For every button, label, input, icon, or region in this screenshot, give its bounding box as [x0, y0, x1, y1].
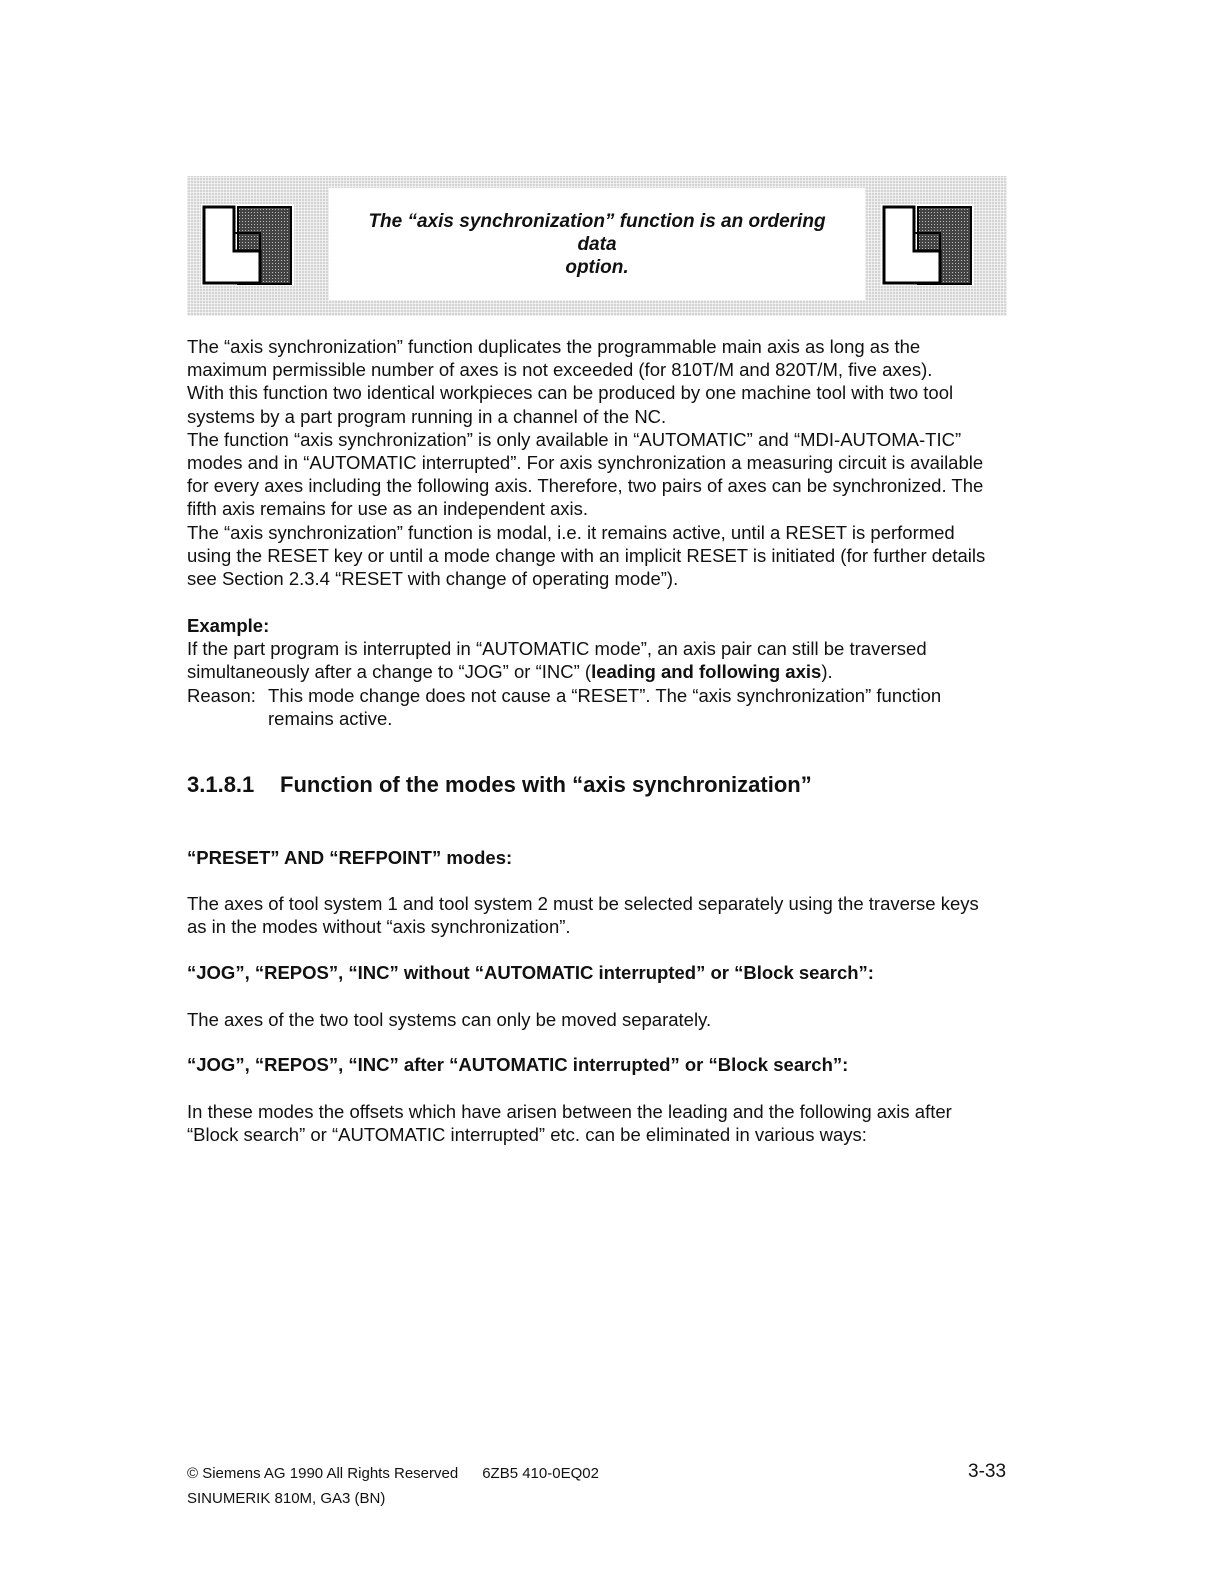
footer-copyright: © Siemens AG 1990 All Rights Reserved: [187, 1465, 459, 1482]
ordering-option-notice: [187, 176, 1007, 316]
section-number: 3.1.8.1: [187, 772, 255, 797]
jog-after-heading: “JOG”, “REPOS”, “INC” after “AUTOMATIC interrupted” or “Block search”:: [187, 1054, 849, 1075]
example-label: Example:: [187, 615, 270, 636]
example-text-end: ).: [821, 661, 833, 683]
footer-order-number: 6ZB5 410-0EQ02: [482, 1465, 599, 1482]
section-heading: [187, 772, 812, 798]
footer-copyright-line: [187, 1465, 599, 1482]
example-text-emphasis: leading and following axis: [591, 661, 822, 683]
intro-paragraph: The “axis synchronization” function is modal, i.e. it remains active, until a RESET is performed using the RESET key or until a mode change with an implicit RESET is initiated (for further details see Section 2.3.4 “RESET with change of operating mode”).: [187, 521, 986, 590]
intro-section: [187, 335, 997, 590]
page-number: 3-33: [968, 1461, 1007, 1482]
notice-text: The “axis synchronization” function is an ordering data option.: [368, 210, 826, 278]
example-text: [187, 637, 997, 683]
intro-paragraph: The “axis synchronization” function duplicates the programmable main axis as long as the maximum permissible number of axes is not exceeded (for 810T/M and 820T/M, five axes).: [187, 336, 933, 381]
example-text-start: If the part program is interrupted in “AUTOMATIC mode”, an axis pair can still be traversed simultaneously after a change to “JOG” or “INC” (: [187, 638, 927, 683]
ordering-option-icon: [200, 203, 295, 287]
section-title: Function of the modes with “axis synchronization”: [280, 772, 812, 797]
jog-after-text: In these modes the offsets which have arisen between the leading and the following axis after “Block search” or “AUTOMATIC interrupted” etc. can be eliminated in various ways:: [187, 1101, 952, 1146]
example-section: [187, 614, 997, 730]
ordering-option-icon: [880, 203, 975, 287]
notice-text-box: [329, 188, 865, 300]
preset-text: The axes of tool system 1 and tool system 2 must be selected separately using the traverse keys as in the modes without “axis synchronization”.: [187, 893, 979, 938]
jog-without-heading: “JOG”, “REPOS”, “INC” without “AUTOMATIC interrupted” or “Block search”:: [187, 962, 874, 983]
reason-text: This mode change does not cause a “RESET”. The “axis synchronization” function remains active.: [268, 684, 942, 729]
preset-heading: “PRESET” AND “REFPOINT” modes:: [187, 847, 513, 868]
reason-row: [187, 684, 997, 730]
intro-paragraph: With this function two identical workpieces can be produced by one machine tool with two tool systems by a part program running in a channel of the NC.: [187, 382, 954, 427]
intro-paragraph: The function “axis synchronization” is only available in “AUTOMATIC” and “MDI-AUTOMA-TIC” modes and in “AUTOMATIC interrupted”. For axis synchronization a measuring circuit is available for every axes including the following axis. Therefore, two pairs of axes can be synchronized. The fifth axis remains for use as an independent axis.: [187, 428, 984, 520]
reason-label: Reason:: [187, 684, 256, 706]
footer-product: SINUMERIK 810M, GA3 (BN): [187, 1490, 386, 1507]
jog-without-text: The axes of the two tool systems can only be moved separately.: [187, 1009, 712, 1030]
